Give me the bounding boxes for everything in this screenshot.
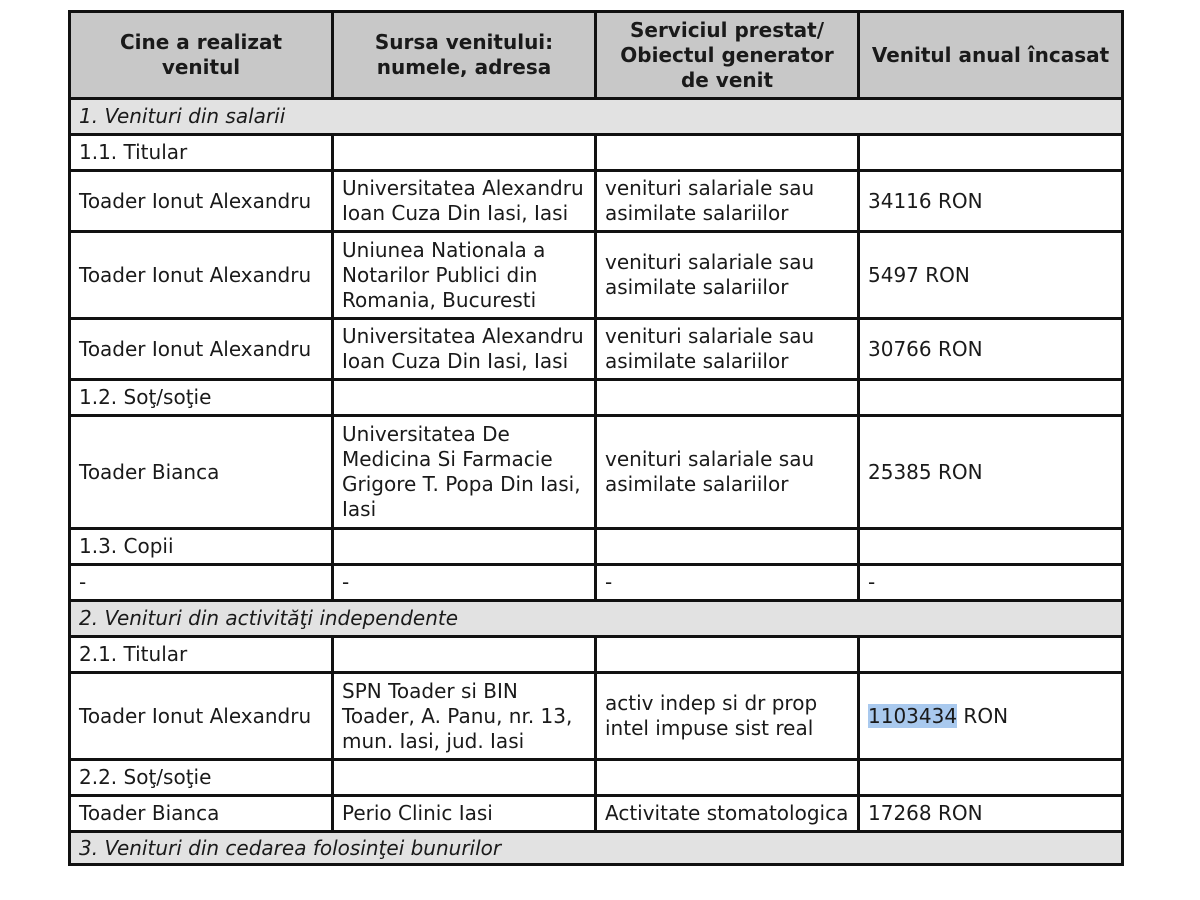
cell-source: Uniunea Nationala a Notarilor Publici din Romania, Bucuresti <box>333 232 596 319</box>
header-cell-service: Serviciul prestat/ Obiectul generator de venit <box>596 12 859 99</box>
cell-amount: - <box>859 565 1123 601</box>
subsection-label: 2.2. Soţ/soţie <box>70 760 333 796</box>
empty-cell <box>596 760 859 796</box>
cell-amount: 5497 RON <box>859 232 1123 319</box>
cell-who: Toader Bianca <box>70 796 333 832</box>
subsection-label: 1.1. Titular <box>70 135 333 171</box>
subsection-row <box>70 760 1123 796</box>
header-cell-who: Cine a realizat venitul <box>70 12 333 99</box>
cell-amount: 17268 RON <box>859 796 1123 832</box>
amount-unit: RON <box>957 703 1009 728</box>
section-row <box>70 601 1123 637</box>
empty-cell <box>333 760 596 796</box>
table-row <box>70 796 1123 832</box>
cell-who: Toader Ionut Alexandru <box>70 319 333 380</box>
cell-service: venituri salariale sau asimilate salariilor <box>596 232 859 319</box>
header-cell-amount: Venitul anual încasat <box>859 12 1123 99</box>
section-title: 2. Venituri din activităţi independente <box>70 601 1123 637</box>
table-row <box>70 565 1123 601</box>
section-row <box>70 832 1123 865</box>
cell-service: - <box>596 565 859 601</box>
cell-amount <box>859 673 1123 760</box>
empty-cell <box>859 637 1123 673</box>
cell-service: activ indep si dr prop intel impuse sist real <box>596 673 859 760</box>
table-row <box>70 416 1123 529</box>
subsection-row <box>70 637 1123 673</box>
empty-cell <box>333 380 596 416</box>
cell-source: Universitatea De Medicina Si Farmacie Grigore T. Popa Din Iasi, Iasi <box>333 416 596 529</box>
empty-cell <box>333 529 596 565</box>
subsection-label: 1.3. Copii <box>70 529 333 565</box>
cell-amount: 25385 RON <box>859 416 1123 529</box>
empty-cell <box>596 380 859 416</box>
cell-service: Activitate stomatologica <box>596 796 859 832</box>
subsection-row <box>70 529 1123 565</box>
section-title: 3. Venituri din cedarea folosinţei bunurilor <box>70 832 1123 865</box>
cell-amount: 30766 RON <box>859 319 1123 380</box>
cell-source: Universitatea Alexandru Ioan Cuza Din Iasi, Iasi <box>333 171 596 232</box>
cell-service: venituri salariale sau asimilate salariilor <box>596 416 859 529</box>
cell-source: Perio Clinic Iasi <box>333 796 596 832</box>
cell-source: - <box>333 565 596 601</box>
cell-amount: 34116 RON <box>859 171 1123 232</box>
cell-source: Universitatea Alexandru Ioan Cuza Din Iasi, Iasi <box>333 319 596 380</box>
table-row <box>70 673 1123 760</box>
empty-cell <box>859 380 1123 416</box>
empty-cell <box>859 529 1123 565</box>
cell-source: SPN Toader si BIN Toader, A. Panu, nr. 13, mun. Iasi, jud. Iasi <box>333 673 596 760</box>
cell-service: venituri salariale sau asimilate salariilor <box>596 171 859 232</box>
cell-who: Toader Ionut Alexandru <box>70 673 333 760</box>
selected-text-highlight[interactable]: 1103434 <box>868 703 958 728</box>
empty-cell <box>333 135 596 171</box>
cell-who: Toader Ionut Alexandru <box>70 171 333 232</box>
cell-who: Toader Bianca <box>70 416 333 529</box>
subsection-label: 2.1. Titular <box>70 637 333 673</box>
header-row <box>70 12 1123 99</box>
cell-service: venituri salariale sau asimilate salariilor <box>596 319 859 380</box>
income-declaration-table <box>68 10 1124 866</box>
empty-cell <box>859 135 1123 171</box>
cell-who: Toader Ionut Alexandru <box>70 232 333 319</box>
empty-cell <box>333 637 596 673</box>
empty-cell <box>596 529 859 565</box>
empty-cell <box>596 135 859 171</box>
table-row <box>70 232 1123 319</box>
subsection-row <box>70 380 1123 416</box>
subsection-label: 1.2. Soţ/soţie <box>70 380 333 416</box>
subsection-row <box>70 135 1123 171</box>
empty-cell <box>859 760 1123 796</box>
empty-cell <box>596 637 859 673</box>
table-row <box>70 319 1123 380</box>
header-cell-source: Sursa venitului: numele, adresa <box>333 12 596 99</box>
cell-who: - <box>70 565 333 601</box>
table-row <box>70 171 1123 232</box>
section-row <box>70 99 1123 135</box>
section-title: 1. Venituri din salarii <box>70 99 1123 135</box>
